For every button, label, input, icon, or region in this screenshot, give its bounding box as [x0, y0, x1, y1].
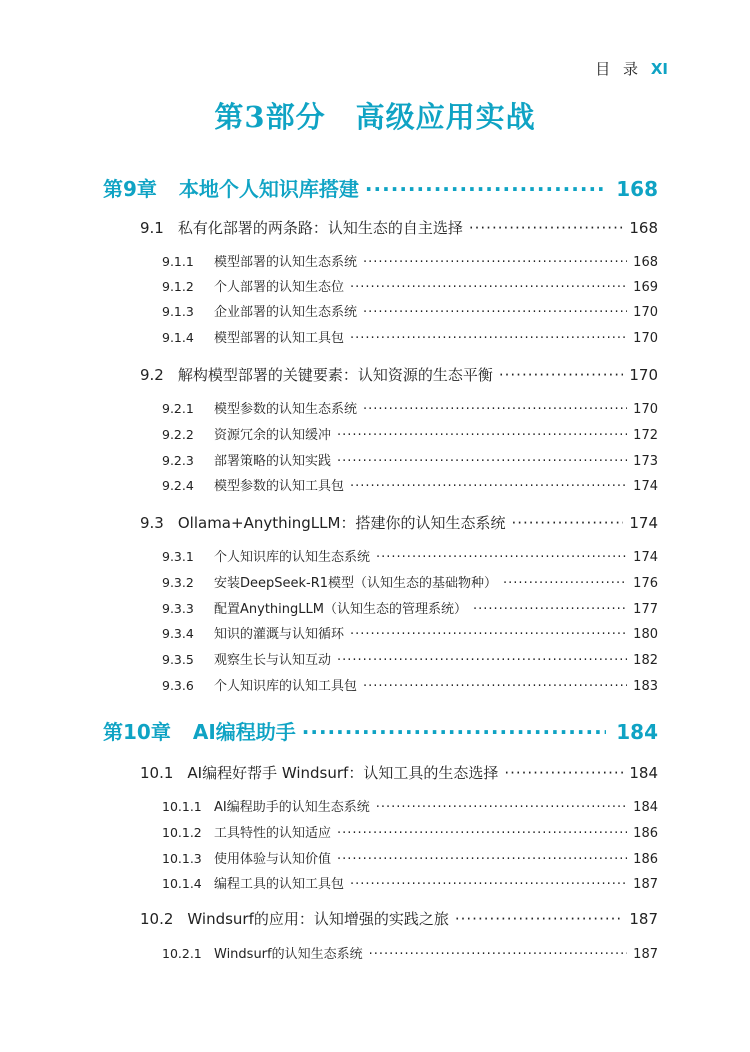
dot-leader	[369, 947, 628, 962]
dot-leader	[337, 852, 627, 867]
dot-leader	[350, 627, 627, 642]
toc-entry-title: 模型部署的认知生态系统	[214, 255, 358, 270]
toc-entry-title: 编程工具的认知工具包	[214, 877, 345, 892]
toc-subsection-entry	[162, 475, 658, 494]
toc-subsection-entry	[162, 546, 658, 565]
toc-subsection-entry	[162, 424, 658, 443]
toc-entry-page: 187	[629, 910, 658, 928]
toc-entry-number: 9.1	[140, 219, 164, 237]
dot-leader	[302, 720, 606, 744]
toc-entry-number: 9.2.2	[162, 427, 194, 442]
toc-entry-title: 模型部署的认知工具包	[214, 331, 345, 346]
toc-chapter-entry	[103, 173, 658, 202]
toc-entry-title: 个人知识库的认知生态系统	[214, 550, 371, 565]
toc-subsection-entry	[162, 943, 658, 962]
toc-entry-title: 个人部署的认知生态位	[214, 280, 345, 295]
toc-entry-page: 172	[633, 428, 658, 443]
dot-leader	[363, 402, 627, 417]
toc-entry-number: 9.1.2	[162, 279, 194, 294]
toc-entry-page: 173	[633, 454, 658, 469]
toc-subsection-entry	[162, 572, 658, 591]
toc-subsection-entry	[162, 796, 658, 815]
toc-subsection-entry	[162, 327, 658, 346]
running-head-page: XI	[650, 60, 668, 78]
toc-entry-number: 第10章	[103, 720, 171, 744]
running-head	[595, 58, 668, 79]
toc-subsection-entry	[162, 598, 658, 617]
dot-leader	[337, 653, 627, 668]
toc-entry-number: 10.1.2	[162, 825, 202, 840]
toc-entry-page: 187	[633, 877, 658, 892]
toc-entry-number: 9.3.4	[162, 626, 194, 641]
toc-entry-number: 9.3.6	[162, 678, 194, 693]
toc-entry-number: 9.2.4	[162, 478, 194, 493]
dot-leader	[376, 550, 627, 565]
toc-entry-page: 170	[629, 366, 658, 384]
toc-entry-page: 180	[633, 627, 658, 642]
dot-leader	[337, 428, 627, 443]
toc-entry-title: 观察生长与认知互动	[214, 653, 332, 668]
toc-subsection-entry	[162, 822, 658, 841]
dot-leader	[363, 255, 627, 270]
dot-leader	[469, 219, 623, 237]
toc-entry-title: 模型参数的认知生态系统	[214, 402, 358, 417]
toc-entry-page: 184	[629, 764, 658, 782]
toc-entry-page: 187	[633, 947, 658, 962]
dot-leader	[350, 479, 627, 494]
toc-entry-page: 170	[633, 331, 658, 346]
toc-subsection-entry	[162, 251, 658, 270]
toc-entry-page: 177	[633, 602, 658, 617]
toc-entry-page: 168	[616, 177, 658, 201]
toc-entry-title: 个人知识库的认知工具包	[214, 679, 358, 694]
toc-entry-page: 174	[633, 550, 658, 565]
toc-entry-number: 10.1	[140, 764, 174, 782]
dot-leader	[376, 800, 627, 815]
dot-leader	[350, 331, 627, 346]
toc-chapter-entry	[103, 716, 658, 745]
dot-leader	[504, 764, 623, 782]
toc-entry-page: 183	[633, 679, 658, 694]
toc-entry-number: 9.2.3	[162, 453, 194, 468]
toc-entry-number: 9.3.3	[162, 601, 194, 616]
toc-entry-number: 9.1.4	[162, 330, 194, 345]
toc-entry-page: 174	[633, 479, 658, 494]
toc-subsection-entry	[162, 450, 658, 469]
toc-subsection-entry	[162, 873, 658, 892]
toc-entry-title: 解构模型部署的关键要素：认知资源的生态平衡	[177, 366, 493, 384]
toc-subsection-entry	[162, 675, 658, 694]
toc-entry-page: 176	[633, 576, 658, 591]
toc-entry-number: 9.3.2	[162, 575, 194, 590]
toc-entry-title: AI编程助手	[192, 720, 296, 744]
toc-entry-title: 私有化部署的两条路：认知生态的自主选择	[177, 219, 463, 237]
toc-entry-title: AI编程助手的认知生态系统	[214, 800, 370, 815]
toc-entry-title: AI编程好帮手 Windsurf：认知工具的生态选择	[187, 764, 499, 782]
toc-entry-page: 184	[633, 800, 658, 815]
dot-leader	[455, 910, 623, 928]
toc-entry-title: 部署策略的认知实践	[214, 454, 332, 469]
toc-subsection-entry	[162, 649, 658, 668]
toc-subsection-entry	[162, 398, 658, 417]
toc-section-entry	[140, 217, 658, 238]
toc-entry-number: 9.1.3	[162, 304, 194, 319]
dot-leader	[503, 576, 627, 591]
dot-leader	[363, 679, 627, 694]
dot-leader	[473, 602, 627, 617]
running-head-label: 目 录	[595, 60, 643, 78]
toc-entry-title: 配置AnythingLLM（认知生态的管理系统）	[214, 602, 467, 617]
toc-entry-title: Ollama+AnythingLLM：搭建你的认知生态系统	[177, 514, 506, 532]
toc-entry-page: 182	[633, 653, 658, 668]
dot-leader	[337, 454, 627, 469]
toc-section-entry	[140, 364, 658, 385]
dot-leader	[363, 305, 627, 320]
toc-entry-number: 9.3.5	[162, 652, 194, 667]
dot-leader	[499, 366, 623, 384]
toc-subsection-entry	[162, 276, 658, 295]
part-title: 第3部分 高级应用实战	[214, 100, 536, 134]
dot-leader	[350, 877, 627, 892]
toc-section-entry	[140, 512, 658, 533]
toc-entry-number: 9.1.1	[162, 254, 194, 269]
toc-entry-page: 186	[633, 852, 658, 867]
toc-section-entry	[140, 762, 658, 783]
toc-entry-page: 174	[629, 514, 658, 532]
toc-subsection-entry	[162, 623, 658, 642]
toc-entry-title: Windsurf的应用：认知增强的实践之旅	[187, 910, 449, 928]
toc-entry-number: 第9章	[103, 177, 157, 201]
toc-section-entry	[140, 908, 658, 929]
toc-subsection-entry	[162, 301, 658, 320]
dot-leader	[350, 280, 627, 295]
toc-entry-number: 10.1.1	[162, 799, 202, 814]
toc-entry-number: 10.1.4	[162, 876, 202, 891]
toc-entry-number: 9.2.1	[162, 401, 194, 416]
toc-entry-page: 184	[616, 720, 658, 744]
toc-subsection-entry	[162, 848, 658, 867]
toc-entry-page: 186	[633, 826, 658, 841]
toc-entry-title: Windsurf的认知生态系统	[214, 947, 363, 962]
toc-entry-title: 工具特性的认知适应	[214, 826, 332, 841]
toc-entry-number: 10.2	[140, 910, 174, 928]
dot-leader	[365, 177, 606, 201]
toc-entry-title: 资源冗余的认知缓冲	[214, 428, 332, 443]
toc-entry-page: 168	[629, 219, 658, 237]
toc-entry-page: 168	[633, 255, 658, 270]
toc-entry-number: 9.2	[140, 366, 164, 384]
toc-entry-page: 170	[633, 305, 658, 320]
toc-entry-title: 企业部署的认知生态系统	[214, 305, 358, 320]
dot-leader	[337, 826, 627, 841]
toc-entry-title: 模型参数的认知工具包	[214, 479, 345, 494]
toc-entry-title: 知识的灌溉与认知循环	[214, 627, 345, 642]
toc-entry-number: 9.3	[140, 514, 164, 532]
toc-entry-page: 170	[633, 402, 658, 417]
toc-entry-title: 使用体验与认知价值	[214, 852, 332, 867]
dot-leader	[511, 514, 623, 532]
toc-entry-page: 169	[633, 280, 658, 295]
toc-entry-number: 9.3.1	[162, 549, 194, 564]
toc-entry-number: 10.1.3	[162, 851, 202, 866]
toc-entry-title: 本地个人知识库搭建	[178, 177, 359, 201]
toc-entry-number: 10.2.1	[162, 946, 202, 961]
toc-entry-title: 安装DeepSeek-R1模型（认知生态的基础物种）	[214, 576, 498, 591]
